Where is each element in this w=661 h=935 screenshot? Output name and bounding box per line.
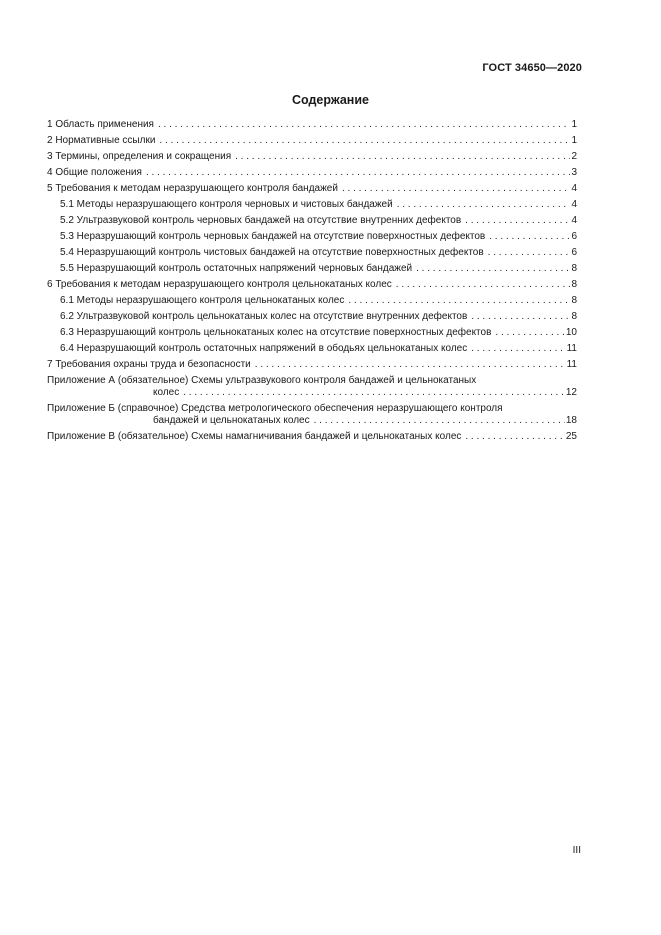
- toc-entry-label: 2 Нормативные ссылки: [47, 135, 156, 146]
- toc-leader-dots: [314, 415, 565, 427]
- toc-leader-dots: [342, 183, 571, 195]
- toc-entry-label: 1 Область применения: [47, 119, 154, 130]
- toc-entry-label-continued: бандажей и цельнокатаных колес: [153, 415, 310, 426]
- toc-entry-page: 6: [571, 247, 577, 258]
- toc-entry-label: 6.1 Методы неразрушающего контроля цельнокатаных колес: [60, 295, 345, 306]
- toc-leader-dots: [416, 263, 570, 275]
- toc-entry-label: 3 Термины, определения и сокращения: [47, 151, 232, 162]
- toc-subentry[interactable]: [47, 295, 577, 307]
- toc-entry-label: 5.4 Неразрушающий контроль чистовых бандажей на отсутствие поверхностных дефектов: [60, 247, 484, 258]
- toc-subentry[interactable]: [47, 263, 577, 275]
- toc-entry[interactable]: [47, 167, 577, 179]
- toc-entry-label: 5.1 Методы неразрушающего контроля черновых и чистовых бандажей: [60, 199, 393, 210]
- toc-entry[interactable]: [47, 183, 577, 195]
- toc-entry-page: 11: [566, 359, 577, 370]
- toc-entry-label: 5.5 Неразрушающий контроль остаточных напряжений черновых бандажей: [60, 263, 413, 274]
- toc-entry-page: 4: [571, 183, 577, 194]
- toc-entry-page: 11: [566, 343, 577, 354]
- toc-leader-dots: [488, 247, 571, 259]
- toc-leader-dots: [146, 167, 571, 179]
- toc-entry[interactable]: [47, 279, 577, 291]
- toc-leader-dots: [471, 343, 565, 355]
- toc-leader-dots: [159, 135, 570, 147]
- toc-entry-page: 2: [571, 151, 577, 162]
- toc-entry-label: 6.3 Неразрушающий контроль цельнокатаных колес на отсутствие поверхностных дефектов: [60, 327, 492, 338]
- toc-entry-label: Приложение Б (справочное) Средства метрологического обеспечения неразрушающего контроля: [47, 403, 503, 414]
- document-code: ГОСТ 34650—2020: [482, 62, 582, 74]
- toc-subentry[interactable]: [47, 199, 577, 211]
- toc-subentry[interactable]: [47, 327, 577, 339]
- toc-entry-page: 18: [565, 415, 577, 426]
- toc-entry-appendix-a[interactable]: [47, 375, 577, 399]
- toc-leader-dots: [255, 359, 566, 371]
- toc-entry-label: 5.3 Неразрушающий контроль черновых бандажей на отсутствие поверхностных дефектов: [60, 231, 486, 242]
- toc-leader-dots: [495, 327, 564, 339]
- toc-leader-dots: [397, 199, 571, 211]
- toc-leader-dots: [396, 279, 571, 291]
- toc-leader-dots: [158, 119, 570, 131]
- toc-subentry[interactable]: [47, 311, 577, 323]
- table-of-contents: [47, 119, 577, 447]
- toc-leader-dots: [465, 215, 570, 227]
- toc-entry-page: 8: [571, 263, 577, 274]
- toc-entry-page: 4: [571, 199, 577, 210]
- toc-entry-appendix-b[interactable]: [47, 403, 577, 427]
- toc-entry-page: 8: [571, 311, 577, 322]
- toc-entry[interactable]: [47, 135, 577, 147]
- toc-entry-page: 3: [571, 167, 577, 178]
- toc-leader-dots: [471, 311, 570, 323]
- toc-entry-page: 12: [565, 387, 577, 398]
- toc-subentry[interactable]: [47, 343, 577, 355]
- toc-leader-dots: [235, 151, 570, 163]
- toc-subentry[interactable]: [47, 247, 577, 259]
- toc-entry-page: 1: [571, 119, 577, 130]
- toc-subentry[interactable]: [47, 215, 577, 227]
- toc-entry-label: 4 Общие положения: [47, 167, 142, 178]
- toc-entry-label: Приложение В (обязательное) Схемы намагничивания бандажей и цельнокатаных колес: [47, 431, 462, 442]
- toc-entry-label: Приложение А (обязательное) Схемы ультразвукового контроля бандажей и цельнокатаных: [47, 375, 477, 386]
- toc-entry-page: 6: [571, 231, 577, 242]
- toc-entry-page: 8: [571, 279, 577, 290]
- toc-entry[interactable]: [47, 359, 577, 371]
- toc-entry-page: 8: [571, 295, 577, 306]
- page-title: Содержание: [291, 93, 369, 107]
- toc-entry-page: 25: [565, 431, 577, 442]
- toc-entry-label: 6 Требования к методам неразрушающего контроля цельнокатаных колес: [47, 279, 392, 290]
- toc-entry-label: 6.2 Ультразвуковой контроль цельнокатаных колес на отсутствие внутренних дефектов: [60, 311, 468, 322]
- toc-entry-label: 5 Требования к методам неразрушающего контроля бандажей: [47, 183, 338, 194]
- toc-entry-page: 10: [565, 327, 577, 338]
- toc-leader-dots: [183, 387, 565, 399]
- toc-entry-appendix-v[interactable]: [47, 431, 577, 443]
- toc-leader-dots: [465, 431, 565, 443]
- toc-entry-label: 6.4 Неразрушающий контроль остаточных напряжений в ободьях цельнокатаных колес: [60, 343, 468, 354]
- toc-entry-label: 5.2 Ультразвуковой контроль черновых бандажей на отсутствие внутренних дефектов: [60, 215, 462, 226]
- toc-entry-page: 4: [571, 215, 577, 226]
- toc-entry-label-continued: колес: [153, 387, 180, 398]
- page-number: III: [572, 845, 581, 856]
- toc-leader-dots: [489, 231, 570, 243]
- toc-entry-label: 7 Требования охраны труда и безопасности: [47, 359, 251, 370]
- toc-leader-dots: [348, 295, 570, 307]
- toc-entry-page: 1: [571, 135, 577, 146]
- toc-subentry[interactable]: [47, 231, 577, 243]
- toc-entry[interactable]: [47, 151, 577, 163]
- toc-entry[interactable]: [47, 119, 577, 131]
